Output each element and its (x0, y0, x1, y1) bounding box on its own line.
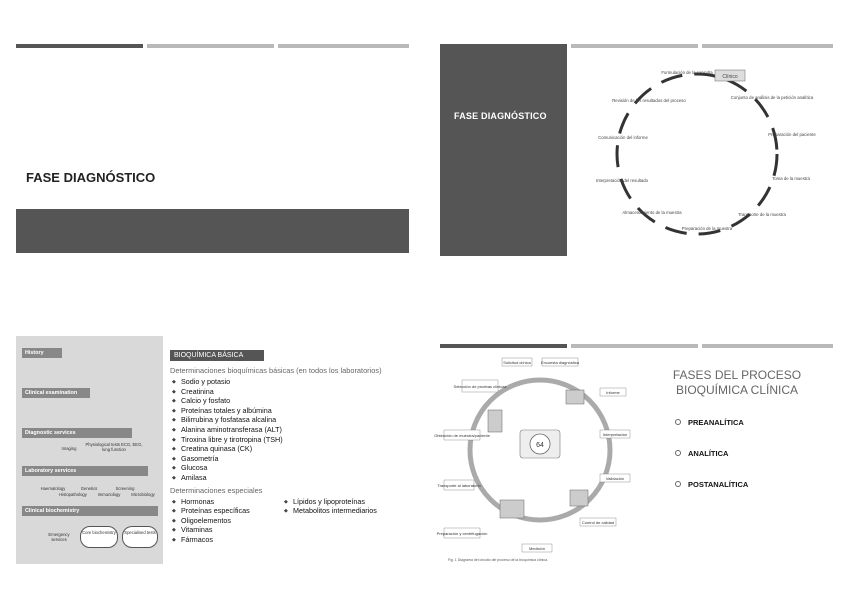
phase-item: POSTANALÍTICA (675, 480, 748, 489)
figure-number: 64 (536, 442, 544, 449)
cycle-label-11: Revisión de los resultados del proceso (612, 98, 686, 103)
slide-2-title-panel (440, 44, 567, 256)
cycle-label-7: Preparación de la muestra (681, 226, 733, 231)
list-item: ◆ Hormonas (170, 497, 282, 507)
flow-gen: Genetics (80, 486, 98, 491)
list-item: ◆ Fármacos (170, 535, 282, 545)
list-item: ◆ Metabolitos intermediarios (282, 506, 394, 516)
flow-history: History (22, 348, 62, 358)
flow-exam: Clinical examination (22, 388, 90, 398)
cycle-label-6: Transporte de la muestra (738, 212, 786, 217)
list-item: ◆ Calcio y fosfato (170, 396, 409, 406)
cycle-label-8: Almacenamiento de la muestra (622, 210, 682, 215)
cycle-label-4: Preparación del paciente (768, 132, 816, 137)
flow-emergency: Emergency services (48, 532, 70, 542)
flow-histo: Histopathology (59, 492, 87, 497)
list-item: ◆ Oligoelementos (170, 516, 282, 526)
flow-core: Core biochemistry (80, 526, 118, 548)
slide-1-title: FASE DIAGNÓSTICO (26, 170, 156, 185)
flow-haem: Haematology (40, 486, 66, 491)
cycle-label-9: Interpretación del resultado (595, 178, 649, 183)
fig-label-11: Selección de pruebas clínicas (453, 384, 507, 389)
slide-4-title (662, 368, 812, 398)
list-item: ◆ Lípidos y lipoproteínas (282, 497, 394, 507)
flow-diagnostic: Diagnostic services (22, 428, 132, 438)
list-item: ◆ Bilirrubina y fosfatasa alcalina (170, 415, 409, 425)
basic-list (170, 377, 409, 483)
list-item: ◆ Creatinina (170, 387, 409, 397)
fig-label-3: Informe (606, 390, 620, 395)
fig-label-7: Medición (528, 546, 546, 551)
list-item: ◆ Tiroxina libre y tirotropina (TSH) (170, 435, 409, 445)
phase-item: PREANALÍTICA (675, 418, 748, 427)
fig-label-1: Solicitud clínica (503, 360, 531, 365)
slide-3[interactable] (16, 336, 409, 564)
figure-caption: Fig. 1 Diagrama del circuito del proceso de la bioquímica clínica. (448, 558, 548, 562)
fig-label-6: Control de calidad (581, 520, 615, 525)
list-item: ◆ Vitaminas (170, 525, 282, 535)
clinical-flow-diagram (16, 336, 163, 564)
fig-label-2: Encuesta diagnóstica (540, 360, 580, 365)
flow-phys: Physiological tests ECG, EEG, lung function (85, 442, 143, 452)
title-line-1: FASES DEL PROCESO (672, 368, 802, 382)
flow-specialised: Specialised tests (122, 526, 158, 548)
flow-micro: Microbiology (131, 492, 155, 497)
cycle-label-10: Comunicación del informe (598, 135, 648, 140)
list-item: ◆ Sodio y potasio (170, 377, 409, 387)
slide-2[interactable] (440, 44, 833, 256)
fig-label-8: Preparación y centrifugación (436, 531, 488, 536)
phases-list (675, 418, 748, 511)
fig-label-9: Transporte al laboratorio (437, 483, 481, 488)
biochemistry-text (170, 350, 409, 545)
special-list-2 (282, 497, 394, 545)
slide-1-dark-band (16, 209, 409, 253)
list-item: ◆ Creatina quinasa (CK) (170, 444, 409, 454)
list-item: ◆ Proteínas totales y albúmina (170, 406, 409, 416)
slide-4-top-bars (440, 344, 833, 348)
slide-4[interactable] (434, 344, 833, 564)
flow-clinical-biochemistry: Clinical biochemistry (22, 506, 158, 516)
slide-2-title: FASE DIAGNÓSTICO (454, 111, 547, 121)
list-item: ◆ Alanina aminotransferasa (ALT) (170, 425, 409, 435)
title-line-2: BIOQUÍMICA CLÍNICA (675, 383, 799, 397)
cycle-label-5: Toma de la muestra (772, 176, 810, 181)
phase-item: ANALÍTICA (675, 449, 748, 458)
cycle-label-2: Clínico (722, 74, 738, 80)
list-item: ◆ Amilasa (170, 473, 409, 483)
basic-title: Determinaciones bioquímicas básicas (en todos los laboratorios) (170, 366, 382, 375)
special-title: Determinaciones especiales (170, 485, 263, 495)
fig-label-5: Validación (605, 476, 625, 481)
flow-lab: Laboratory services (22, 466, 148, 476)
slide-1[interactable] (16, 44, 409, 256)
cycle-label-3: Conjunto de análisis de la petición analítica (730, 95, 814, 100)
flow-scr: Screening (115, 486, 135, 491)
list-item: ◆ Glucosa (170, 463, 409, 473)
fig-label-10: Obtención de muestra/paciente (434, 433, 490, 438)
flow-immu: Immunology (97, 492, 121, 497)
fig-label-4: Interpretación (602, 432, 628, 437)
list-item: ◆ Proteínas específicas (170, 506, 282, 516)
biochemistry-process-figure (434, 350, 640, 562)
bioquimica-header: BIOQUÍMICA BÁSICA (170, 350, 264, 361)
cycle-label-1: Formulación de la consulta (661, 70, 713, 75)
special-list-1 (170, 497, 282, 545)
flow-imaging: Imaging (61, 446, 77, 451)
list-item: ◆ Gasometría (170, 454, 409, 464)
diagnostic-cycle-diagram (567, 44, 833, 256)
slide-1-top-bars (16, 44, 409, 48)
